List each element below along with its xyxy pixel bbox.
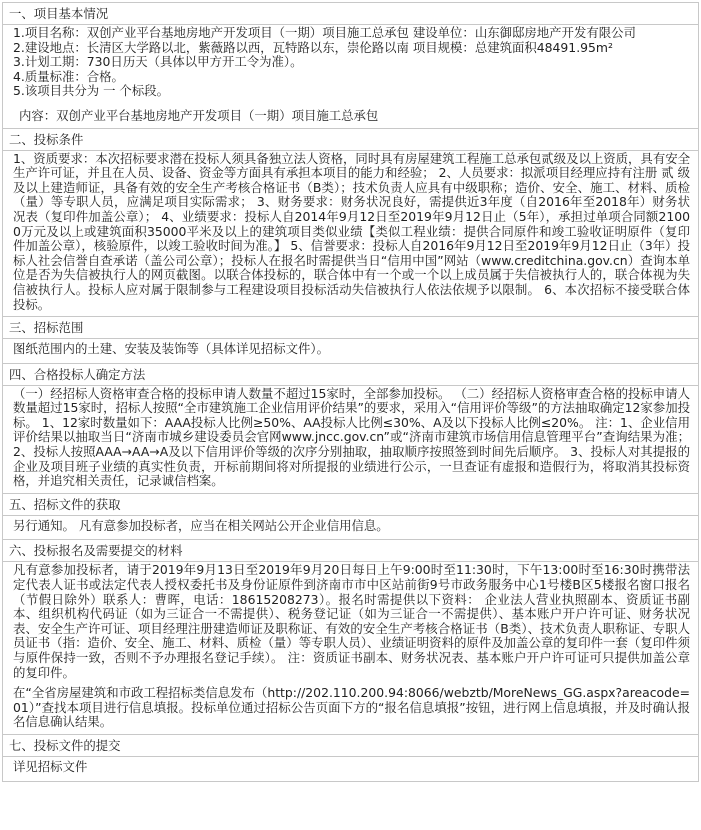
content-line: 内容：双创产业平台基地房地产开发项目（一期）项目施工总承包 (19, 107, 379, 123)
lot-count-line: 5.该项目共分为 一 个标段。 (13, 83, 169, 99)
online-registration-text: 在“全省房屋建筑和市政工程招标类信息发布（http://202.110.200.94:8066/webztb/MoreNews_GG.aspx?areacode=01）”查找本项目进行信息填报。投标单位通过招标公告页面下方的“报名信息填报”按钮，进行网上信息填报，并及时确认报名信息确认结果。 (13, 685, 690, 730)
bid-conditions-text: 1、资质要求：本次招标要求潜在投标人须具备独立法人资格，同时具有房屋建筑工程施工总承包贰级及以上资质，具有安全生产许可证，并且在人员、设备、资金等方面具有承担本项目的能力和经验； 2、人员要求：拟派项目经理应持有注册 贰 级及以上建造师证，具备有效的安全生产考核合格证书（B类）；技术负责人应具有中级职称；造价、安全、施工、材料、质检（量）等专职人员，应满足项目实际需求； 3、财务要求：财务状况良好，需提供近3年度（自2016年至2018年）财务状况表（复印件加盖公章）； 4、业绩要求：投标人自2014年9月12日至2019年9月12日止（5年），承担过单项合同额21000万元及以上或建筑面积35000平米及以上的建筑项目类似业绩【类似工程业绩：提供合同原件和竣工验收证明原件（复印件加盖公章），核验原件，以竣工验收时间为准。】 5、信誉要求：投标人自2016年9月12日至2019年9月12日止（3年）投标人社会信誉自查承诺（盖公司公章）；投标人在报名时需提供当日“信用中国”网站（www.creditchina.gov.cn）查询本单位是否为失信被执行人的网页截图。以联合体投标的，联合体中有一个或一个以上成员属于失信被执行人的，联合体视为失信被执行人。投标人应对属于限制参与工程建设项目投标活动失信被执行人依法依规予以限制。 6、本次招标不接受联合体投标。 (13, 150, 690, 312)
section-heading-registration: 六、投标报名及需要提交的材料 (2, 539, 699, 562)
section-body-submission (2, 757, 699, 782)
section-heading-basic-info: 一、项目基本情况 (2, 2, 699, 25)
section-heading-qualified-bidders: 四、合格投标人确定方法 (2, 363, 699, 386)
quality-standard-line: 4.质量标准：合格。 (13, 68, 124, 84)
project-name-line: 1.项目名称：双创产业平台基地房地产开发项目（一期）项目施工总承包 建设单位：山东御邸房地产开发有限公司 (13, 25, 636, 40)
construction-site-line: 2.建设地点：长清区大学路以北，紫薇路以西，瓦特路以东，崇伦路以南 项目规模：总建筑面积48491.95m² (13, 39, 613, 55)
qualified-bidders-text: （一）经招标人资格审查合格的投标申请人数量不超过15家时，全部参加投标。 （二）经招标人资格审查合格的投标申请人数量超过15家时，招标人按照“全市建筑施工企业信用评价结果”的要求，采用入“信用评价等级”的方法抽取确定12家参加投标。 1、12家时数量如下：AAA投标人比例≥50%、AA投标人比例≤30%、A及以下投标人比例≤20%。 注：1、企业信用评价结果以抽取当日“济南市城乡建设委员会官网www.jncc.gov.cn”或“济南市建筑市场信用信息管理平台”查询结果为准； 2、投标人按照AAA→AA→A及以下信用评价等级的次序分别抽取，抽取顺序按照签到时间先后顺序。 3、投标人对其提报的企业及项目班子业绩的真实性负责，开标前期间将对所提报的业绩进行公示，一旦查证有虚报和造假行为，将取消其投标资格，并追究相关责任，记录诚信档案。 (13, 385, 690, 489)
submission-text: 详见招标文件 (13, 758, 88, 774)
section-body-qualified-bidders (2, 386, 699, 493)
section-heading-bid-conditions: 二、投标条件 (2, 128, 699, 151)
section-body-bid-conditions (2, 151, 699, 317)
tender-announcement (2, 2, 699, 782)
section-heading-submission: 七、投标文件的提交 (2, 734, 699, 757)
section-body-basic-info (2, 25, 699, 128)
scope-text: 图纸范围内的土建、安装及装饰等（具体详见招标文件）。 (13, 341, 329, 357)
planned-duration-line: 3.计划工期：730日历天（具体以甲方开工令为准）。 (13, 54, 303, 70)
section-body-registration (2, 562, 699, 734)
section-heading-obtain-documents: 五、招标文件的获取 (2, 493, 699, 516)
registration-text: 凡有意参加投标者，请于2019年9月13日至2019年9月20日每日上午9:00时至11:30时，下午13:00时至16:30时携带法定代表人证书或法定代表人授权委托书及身份证原件到济南市市中区站前街9号市政务服务中心1号楼B区5楼报名窗口报名（节假日除外）联系人：曹晖，电话：18615208273）。报名时需提供以下资料： 企业法人营业执照副本、资质证书副本、组织机构代码证（如为三证合一不需提供）、税务登记证（如为三证合一不需提供）、基本账户开户许可证、财务状况表、安全生产许可证、项目经理注册建造师证及职称证、有效的安全生产考核合格证书（B类）、技术负责人职称证、专职人员证书（指：造价、安全、施工、材料、质检（量）等专职人员）、业绩证明资料的原件及加盖公章的复印件一套（复印件须与原件保持一致，否则不予办理报名登记手续）。 注：资质证书副本、财务状况表、基本账户开户许可证可只提供加盖公章的复印件。 (13, 562, 690, 680)
obtain-documents-text: 另行通知。 凡有意参加投标者，应当在相关网站公开企业信用信息。 (13, 517, 389, 533)
section-heading-scope: 三、招标范围 (2, 316, 699, 339)
section-body-obtain-documents (2, 516, 699, 540)
section-body-scope (2, 339, 699, 363)
